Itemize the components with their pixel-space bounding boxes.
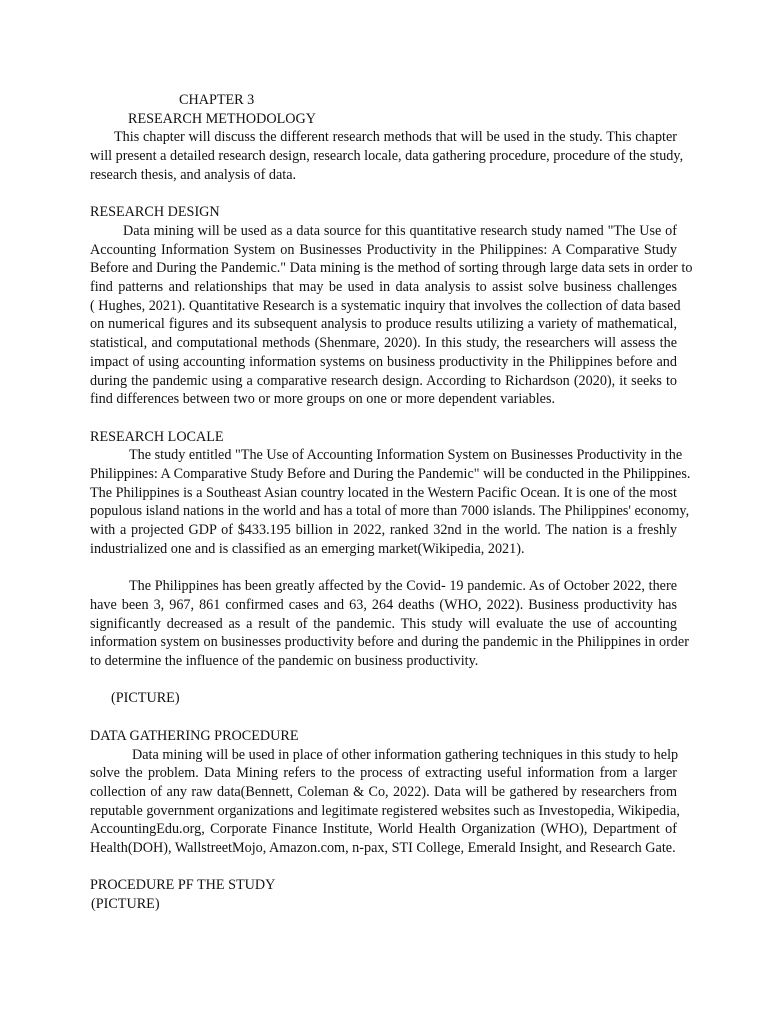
paragraph-line: research thesis, and analysis of data.	[90, 166, 297, 183]
paragraph-line: will present a detailed research design, research locale, data gathering procedure, procedure of the study,	[90, 148, 684, 165]
research-design-heading: RESEARCH DESIGN	[90, 204, 220, 221]
picture-placeholder: (PICTURE)	[91, 896, 160, 913]
spacer	[90, 559, 677, 578]
picture-placeholder: (PICTURE)	[111, 690, 180, 707]
paragraph-line: Philippines: A Comparative Study Before and During the Pandemic" will be conducted in the Philippines.	[90, 466, 691, 483]
paragraph-line: AccountingEdu.org, Corporate Finance Institute, World Health Organization (WHO), Department of	[90, 821, 677, 838]
paragraph-line: Before and During the Pandemic." Data mining is the method of sorting through large data sets in order to	[90, 260, 693, 277]
paragraph-line: reputable government organizations and legitimate registered websites such as Investopedia, Wikipedia,	[90, 802, 680, 819]
data-gathering-heading: DATA GATHERING PROCEDURE	[90, 727, 299, 744]
paragraph-line: with a projected GDP of $433.195 billion in 2022, ranked 32nd in the world. The nation is a freshly	[90, 522, 677, 539]
spacer	[90, 185, 677, 204]
paragraph-line: find patterns and relationships that may be used in data analysis to assist solve business challenges	[90, 279, 677, 296]
research-locale-paragraph-2	[90, 577, 689, 671]
document-page	[90, 91, 693, 914]
paragraph-line: impact of using accounting information systems on business productivity in the Philippines before and	[90, 353, 677, 370]
data-gathering-paragraph	[90, 746, 680, 858]
spacer	[90, 858, 677, 877]
paragraph-line: industrialized one and is classified as an emerging market(Wikipedia, 2021).	[90, 540, 525, 557]
procedure-heading: PROCEDURE PF THE STUDY	[90, 877, 276, 894]
chapter-title: CHAPTER 3	[179, 92, 255, 108]
paragraph-line: collection of any raw data(Bennett, Coleman & Co, 2022). Data will be gathered by researchers from	[90, 783, 677, 800]
paragraph-line: during the pandemic using a comparative research design. According to Richardson (2020), it seeks to	[90, 372, 677, 389]
paragraph-line: The Philippines has been greatly affected by the Covid- 19 pandemic. As of October 2022, there	[129, 578, 677, 595]
paragraph-line: to determine the influence of the pandemic on business productivity.	[90, 653, 479, 670]
paragraph-line: populous island nations in the world and has a total of more than 7000 islands. The Philippines' economy,	[90, 503, 690, 520]
paragraph-line: solve the problem. Data Mining refers to the process of extracting useful information from a larger	[90, 765, 677, 782]
paragraph-line: Data mining will be used as a data source for this quantitative research study named "The Use of	[123, 222, 677, 239]
paragraph-line: on numerical figures and its subsequent analysis to produce results utilizing a variety of mathematical,	[90, 316, 677, 333]
research-locale-paragraph-1	[90, 446, 691, 558]
chapter-subtitle: RESEARCH METHODOLOGY	[128, 110, 316, 127]
paragraph-line: The Philippines is a Southeast Asian country located in the Western Pacific Ocean. It is one of the most	[90, 484, 677, 501]
paragraph-line: Data mining will be used in place of other information gathering techniques in this study to help	[132, 746, 679, 763]
research-locale-heading: RESEARCH LOCALE	[90, 428, 224, 445]
paragraph-line: information system on businesses productivity before and during the pandemic in the Philippines in order	[90, 634, 689, 651]
paragraph-line: have been 3, 967, 861 confirmed cases and 63, 264 deaths (WHO, 2022). Business productivity has	[90, 596, 677, 613]
paragraph-line: statistical, and computational methods (Shenmare, 2020). In this study, the researchers will assess the	[90, 335, 677, 352]
paragraph-line: significantly decreased as a result of the pandemic. This study will evaluate the use of accounting	[90, 615, 677, 632]
paragraph-line: find differences between two or more groups on one or more dependent variables.	[90, 391, 556, 408]
spacer	[90, 409, 677, 428]
research-design-paragraph	[90, 222, 693, 409]
paragraph-line: ( Hughes, 2021). Quantitative Research is a systematic inquiry that involves the collection of data based	[90, 297, 681, 314]
spacer	[90, 708, 677, 727]
paragraph-line: The study entitled "The Use of Accounting Information System on Businesses Productivity in the	[129, 447, 683, 464]
paragraph-line: This chapter will discuss the different research methods that will be used in the study. This chapter	[114, 129, 677, 146]
paragraph-line: Health(DOH), WallstreetMojo, Amazon.com, n-pax, STI College, Emerald Insight, and Research Gate.	[90, 840, 676, 857]
intro-paragraph	[90, 128, 684, 184]
paragraph-line: Accounting Information System on Businesses Productivity in the Philippines: A Comparative Study	[90, 241, 677, 258]
spacer	[90, 671, 677, 690]
